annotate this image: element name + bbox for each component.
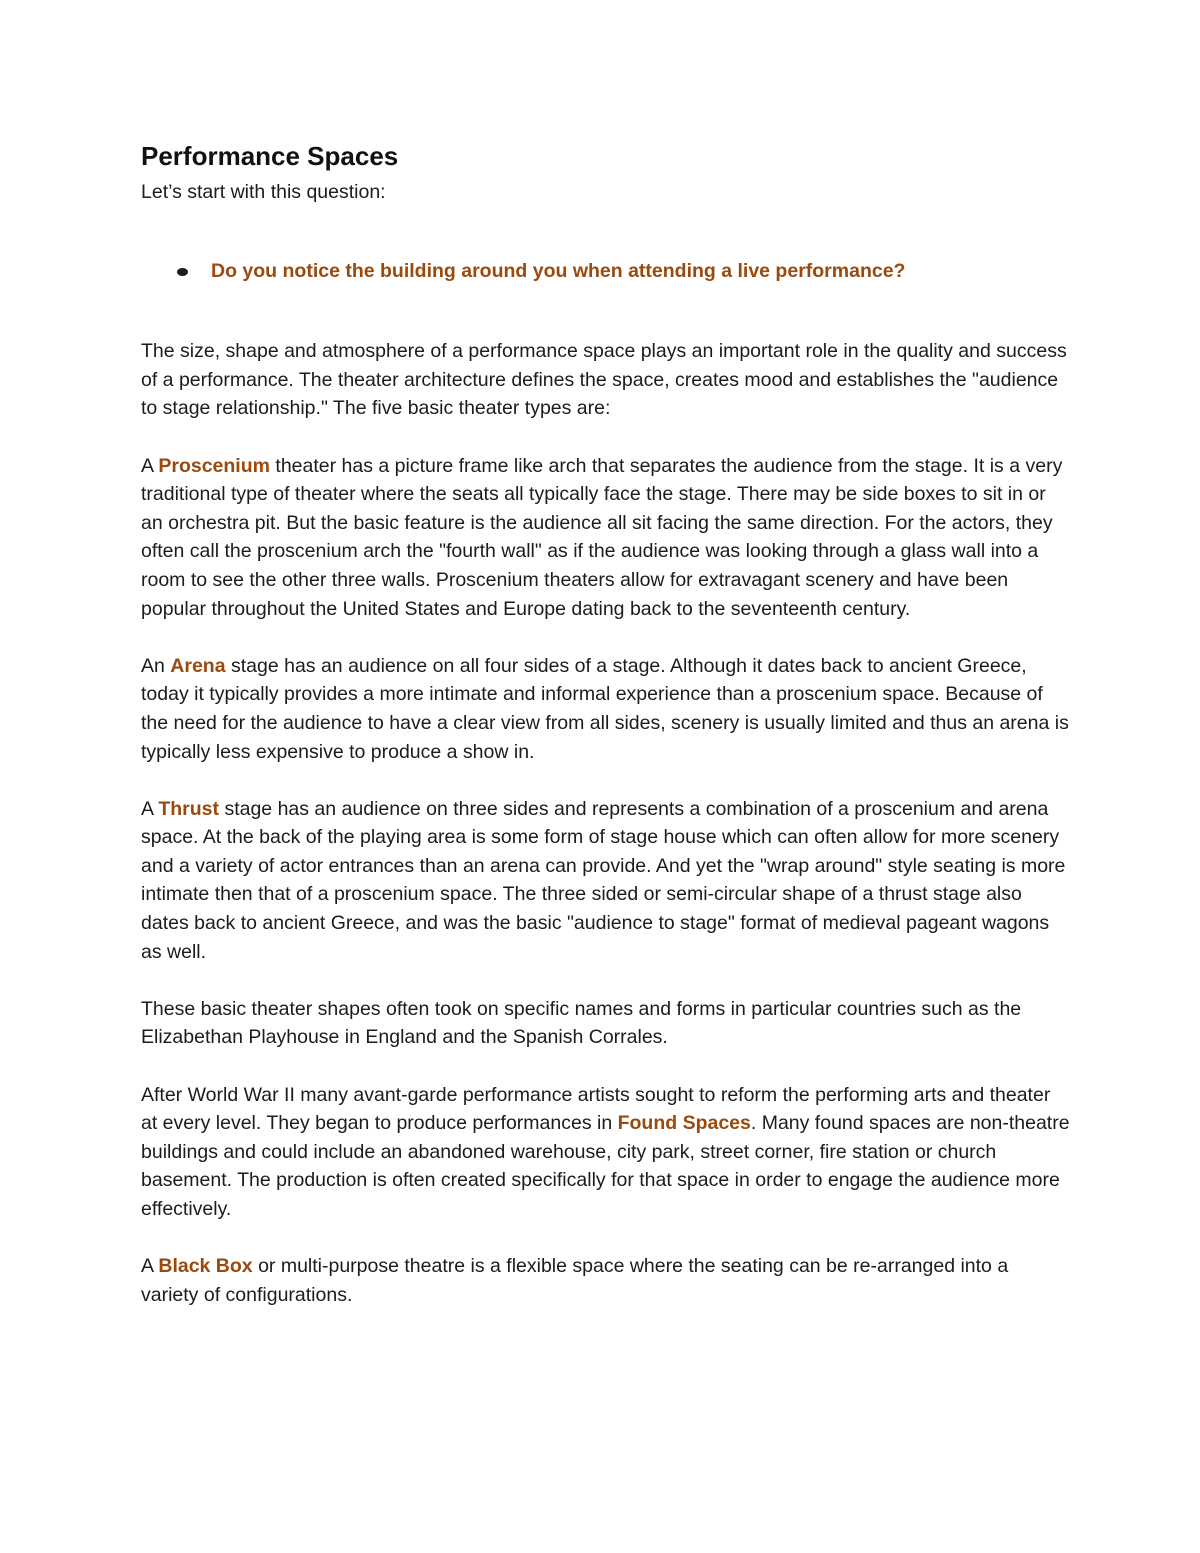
proscenium-lead: A <box>141 454 159 477</box>
proscenium-paragraph <box>141 452 1071 624</box>
black-box-body: or multi-purpose theatre is a flexible space where the seating can be re-arranged into a variety of configurations. <box>141 1255 1009 1306</box>
thrust-paragraph <box>141 795 1071 967</box>
thrust-term: Thrust <box>158 797 220 820</box>
found-spaces-paragraph <box>141 1081 1071 1224</box>
found-spaces-term: Found Spaces <box>617 1112 751 1135</box>
question-item <box>141 257 1071 286</box>
thrust-lead: A <box>141 797 159 820</box>
document-page <box>141 138 1071 1309</box>
arena-lead: An <box>141 654 171 677</box>
black-box-lead: A <box>141 1255 159 1278</box>
page-title: Performance Spaces <box>141 141 399 171</box>
question-list <box>141 257 1071 286</box>
arena-paragraph <box>141 652 1071 766</box>
proscenium-body: theater has a picture frame like arch that separates the audience from the stage. It is a very traditional type of theater where the seats all typically face the stage. There may be side boxes to sit in or an orchestra pit. But the basic feature is the audience all sit facing the same direction. For the actors, they often call the proscenium arch the "fourth wall" as if the audience was looking through a glass wall into a room to see the other three walls. Proscenium theaters allow for extravagant scenery and have been popular throughout the United States and Europe dating back to the seventeenth century. <box>141 454 1063 620</box>
arena-body: stage has an audience on all four sides of a stage. Although it dates back to ancient Greece, today it typically provides a more intimate and informal experience than a proscenium space. Because of the need for the audience to have a clear view from all sides, scenery is usually limited and thus an arena is typically less expensive to produce a show in. <box>141 654 1069 763</box>
arena-term: Arena <box>170 654 226 677</box>
question-text: Do you notice the building around you when attending a live performance? <box>211 259 906 282</box>
intro-text: Let’s start with this question: <box>141 181 386 203</box>
found-spaces-body: . Many found spaces are non-theatre buildings and could include an abandoned warehouse, city park, street corner, fire station or church basement. The production is often created specifically for that space in order to engage the audience more effectively. <box>141 1112 1070 1220</box>
found-spaces-lead: After World War II many avant-garde performance artists sought to reform the performing arts and theater at every level. They began to produce performances in <box>141 1083 1051 1135</box>
black-box-paragraph <box>141 1252 1071 1309</box>
overview-paragraph: The size, shape and atmosphere of a performance space plays an important role in the quality and success of a performance. The theater architecture defines the space, creates mood and establishes the "audience to stage relationship." The five basic theater types are: <box>141 340 1067 420</box>
bullet-icon <box>177 268 188 276</box>
proscenium-term: Proscenium <box>158 454 270 477</box>
thrust-body: stage has an audience on three sides and represents a combination of a proscenium and arena space. At the back of the playing area is some form of stage house which can often allow for more scenery and a variety of actor entrances than an arena can provide. And yet the "wrap around" style seating is more intimate then that of a proscenium space. The three sided or semi-circular shape of a thrust stage also dates back to ancient Greece, and was the basic "audience to stage" format of medieval pageant wagons as well. <box>141 797 1066 963</box>
shapes-paragraph: These basic theater shapes often took on specific names and forms in particular countries such as the Elizabethan Playhouse in England and the Spanish Corrales. <box>141 997 1022 1049</box>
black-box-term: Black Box <box>158 1255 253 1278</box>
